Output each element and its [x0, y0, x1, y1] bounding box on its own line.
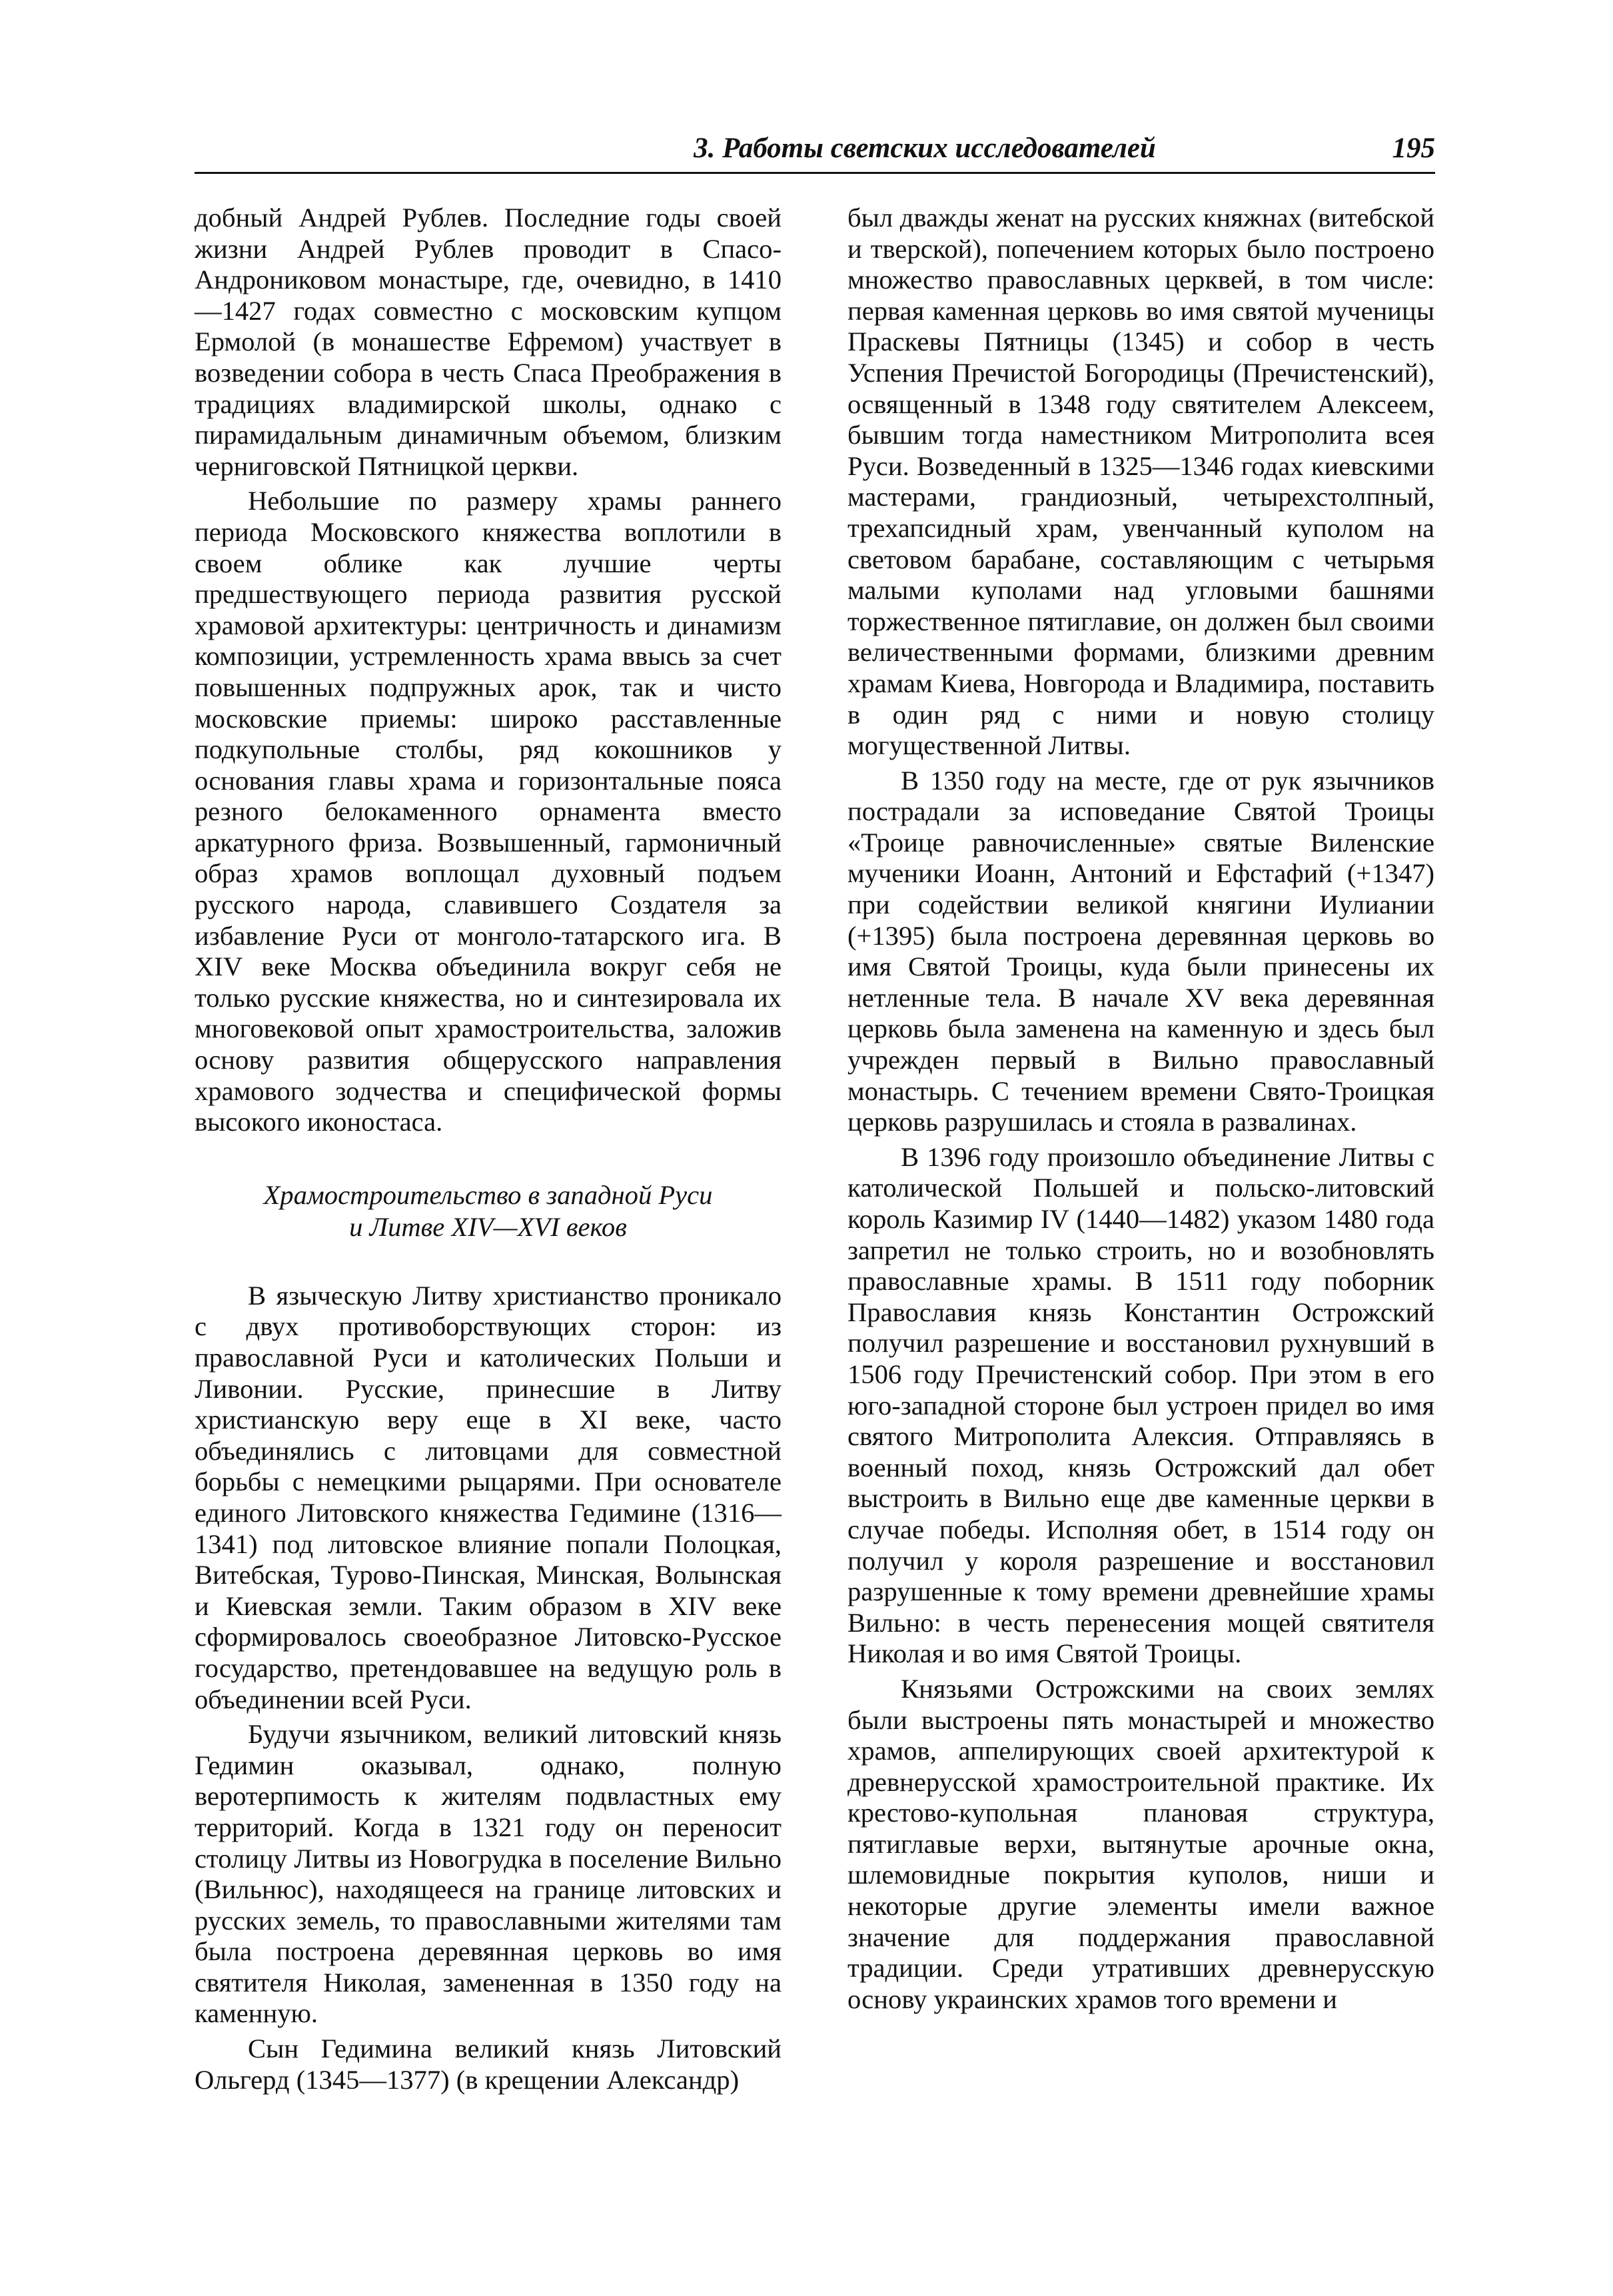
right-column	[847, 203, 1434, 2015]
paragraph: Небольшие по размеру храмы раннего периода Московского княжества воплотили в своем облике как лучшие черты предшествующего периода развития русской храмовой архитектуры: центричность и динамизм композиции, устремленность храма ввысь за счет повышенных подпружных арок, так и чисто московские приемы: широко расставленные подкупольные столбы, ряд кокошников у основания главы храма и горизонтальные пояса резного белокаменного орнамента вместо аркатурного фриза. Возвышенный, гармоничный образ храмов воплощал духовный подъем русского народа, славившего Создателя за избавление Руси от монголо-татарского ига. В XIV веке Москва объединила вокруг себя не только русские княжества, но и синтезировала их многовековой опыт храмостроительства, заложив основу развития общерусского направления храмового зодчества и специфической формы высокого иконостаса.	[195, 486, 782, 1137]
paragraph: В 1396 году произошло объединение Литвы с католической Польшей и польско-литовский король Казимир IV (1440—1482) указом 1480 года запретил не только строить, но и возобновлять православные храмы. В 1511 году поборник Православия князь Константин Острожский получил разрешение и восстановил рухнувший в 1506 году Пречистенский собор. При этом в его юго-западной стороне был устроен придел во имя святого Митрополита Алексия. Отправляясь в военный поход, князь Острожский дал обет выстроить в Вильно еще две каменные церкви в случае победы. Исполняя обет, в 1514 году он получил у короля разрешение и восстановил разрушенные к тому времени древнейшие храмы Вильно: в честь перенесения мощей святителя Николая и во имя Святой Троицы.	[847, 1141, 1434, 1669]
section-heading-line: и Литве XIV—XVI веков	[349, 1211, 627, 1242]
paragraph: Будучи язычником, великий литовский князь Гедимин оказывал, однако, полную веротерпимость к жителям подвластных ему территорий. Когда в 1321 году он переносит столицу Литвы из Новогрудка в поселение Вильно (Вильнюс), находящееся на границе литовских и русских земель, то православными жителями там была построена деревянная церковь во имя святителя Николая, замененная в 1350 году на каменную.	[195, 1719, 782, 2029]
paragraph: В 1350 году на месте, где от рук язычников пострадали за исповедание Святой Троицы «Троице равночисленные» святые Виленские мученики Иоанн, Антоний и Ефстафий (+1347) при содействии великой княгини Иулиании (+1395) была построена деревянная церковь во имя Святой Троицы, куда были принесены их нетленные тела. В начале XV века деревянная церковь была заменена на каменную и здесь был учрежден первый в Вильно православный монастырь. С течением времени Свято-Троицкая церковь разрушилась и стояла в развалинах.	[847, 765, 1434, 1137]
section-heading-line: Храмостроительство в западной Руси	[263, 1179, 713, 1210]
paragraph: В языческую Литву христианство проникало с двух противоборствующих сторон: из православной Руси и католических Польши и Ливонии. Русские, принесшие в Литву христианскую веру еще в XI веке, часто объединялись с литовцами для совместной борьбы с немецкими рыцарями. При основателе единого Литовского княжества Гедимине (1316—1341) под литовское влияние попали Полоцкая, Витебская, Турово-Пинская, Минская, Волынская и Киевская земли. Таким образом в XIV веке сформировалось своеобразное Литовско-Русское государство, претендовавшее на ведущую роль в объединении всей Руси.	[195, 1280, 782, 1714]
paragraph: Сын Гедимина великий князь Литовский Ольгерд (1345—1377) (в крещении Александр)	[195, 2033, 782, 2095]
running-title: 3. Работы светских исследователей	[694, 133, 1156, 164]
left-column	[195, 203, 782, 2095]
paragraph: был дважды женат на русских княжнах (витебской и тверской), попечением которых было построено множество православных церквей, в том числе: первая каменная церковь во имя святой мученицы Праскевы Пятницы (1345) и собор в честь Успения Пречистой Богородицы (Пречистенский), освященный в 1348 году святителем Алексеем, бывшим тогда наместником Митрополита всея Руси. Возведенный в 1325—1346 годах киевскими мастерами, грандиозный, четырехстолпный, трехапсидный храм, увенчанный куполом на световом барабане, составляющим с четырьмя малыми куполами над угловыми башнями торжественное пятиглавие, он должен был своими величественными формами, близкими древним храмам Киева, Новгорода и Владимира, поставить в один ряд с ними и новую столицу могущественной Литвы.	[847, 203, 1434, 761]
page-number: 195	[1392, 133, 1435, 164]
paragraph: Князьями Острожскими на своих землях были выстроены пять монастырей и множество храмов, аппелирующих своей архитектурой к древнерусской храмостроительной практике. Их крестово-купольная плановая структура, пятиглавые верхи, вытянутые арочные окна, шлемовидные покрытия куполов, ниши и некоторые другие элементы имели важное значение для поддержания православной традиции. Среди утративших древнерусскую основу украинских храмов того времени и	[847, 1673, 1434, 2014]
section-heading	[195, 1179, 782, 1243]
paragraph: добный Андрей Рублев. Последние годы своей жизни Андрей Рублев проводит в Спасо-Андрониковом монастыре, где, очевидно, в 1410—1427 годах совместно с московским купцом Ермолой (в монашестве Ефремом) участвует в возведении собора в честь Спаса Преображения в традициях владимирской школы, однако с пирамидальным динамичным объемом, близким черниговской Пятницкой церкви.	[195, 203, 782, 481]
running-header	[195, 131, 1435, 174]
